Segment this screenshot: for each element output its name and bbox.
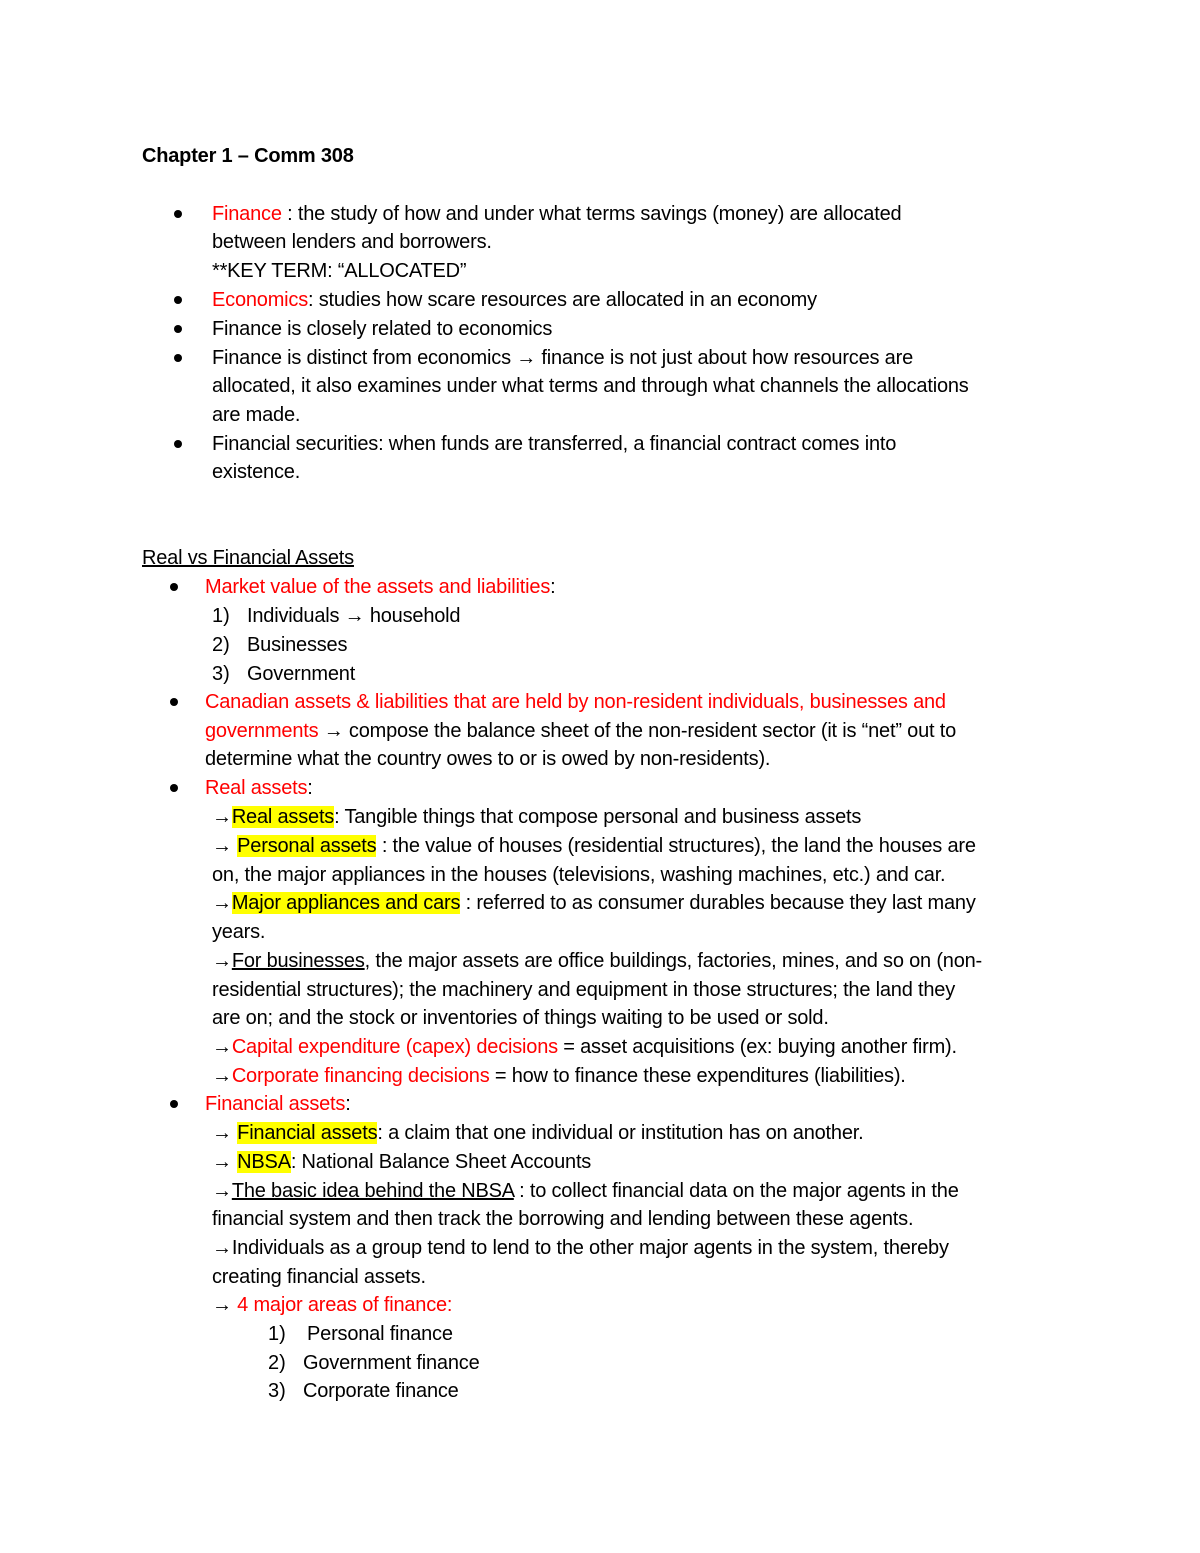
def-text: Individuals as a group tend to lend to the other major agents in the system, thereby (231, 1237, 949, 1259)
bullet-icon (170, 784, 178, 792)
list-number: 2) (268, 1352, 286, 1374)
term-market-value: Market value of the assets and liabilities (205, 576, 551, 598)
finance-def-text: : the study of how and under what terms savings (money) are allocated (281, 203, 902, 225)
businesses-def (212, 947, 982, 976)
finance-def-cont: between lenders and borrowers. (212, 231, 492, 253)
list-item-text: household (364, 605, 461, 627)
businesses-cont2: are on; and the stock or inventories of things waiting to be used or sold. (212, 1007, 829, 1029)
market-value-item (205, 573, 555, 602)
list-number: 1) (268, 1323, 286, 1345)
term-finance: Finance (212, 203, 282, 225)
arrow-icon: → (212, 1065, 232, 1087)
major-areas-heading (212, 1291, 452, 1320)
def-text: : a claim that one individual or institution has on another. (377, 1122, 864, 1144)
arrow-icon: → (212, 892, 232, 914)
term-governments: governments (205, 720, 319, 742)
list-number: 2) (212, 634, 230, 656)
def-text: : National Balance Sheet Accounts (290, 1151, 592, 1173)
nbsa-idea (212, 1177, 959, 1206)
arrow-icon: → (212, 950, 232, 972)
list-item: Businesses (247, 634, 348, 656)
individuals-lend-cont: creating financial assets. (212, 1266, 426, 1288)
list-item: Government finance (303, 1352, 480, 1374)
highlight-financial-assets: Financial assets (237, 1122, 378, 1144)
highlight-nbsa: NBSA (237, 1151, 291, 1173)
list-item: Personal finance (307, 1323, 453, 1345)
arrow-icon: → (344, 605, 365, 627)
real-assets-def (212, 803, 861, 832)
underline-businesses: For businesses (231, 950, 365, 972)
canadian-rest: → compose the balance sheet of the non-resident sector (it is “net” out to (318, 720, 956, 742)
term-corporate-financing: Corporate financing decisions (231, 1065, 490, 1087)
nbsa-def (212, 1148, 591, 1177)
economics-definition (212, 286, 817, 315)
distinct-note-cont2: are made. (212, 404, 301, 426)
corporate-financing-def (212, 1062, 906, 1091)
appliances-cont: years. (212, 921, 266, 943)
def-text: = how to finance these expenditures (liabilities). (489, 1065, 906, 1087)
bullet-icon (174, 210, 182, 218)
list-number: 3) (268, 1380, 286, 1402)
capex-def (212, 1033, 957, 1062)
term-financial-assets: Financial assets (205, 1093, 346, 1115)
arrow-icon: → (212, 835, 232, 857)
canadian-assets-item: Canadian assets & liabilities that are held by non-resident individuals, businesses and (205, 691, 946, 713)
fin-colon: : (345, 1093, 351, 1115)
arrow-icon: → (212, 806, 232, 828)
highlight-real-assets: Real assets (231, 806, 335, 828)
personal-assets-cont: on, the major appliances in the houses (televisions, washing machines, etc.) and car. (212, 864, 946, 886)
canadian-assets-cont2: determine what the country owes to or is owed by non-residents). (205, 748, 771, 770)
nbsa-idea-cont: financial system and then track the borrowing and lending between these agents. (212, 1208, 914, 1230)
economics-def-text: : studies how scare resources are allocated in an economy (308, 289, 817, 311)
list-item: Corporate finance (303, 1380, 459, 1402)
list-number: 1) (212, 605, 230, 627)
related-note: Finance is closely related to economics (212, 318, 553, 340)
page-title: Chapter 1 – Comm 308 (142, 145, 354, 167)
highlight-appliances: Major appliances and cars (231, 892, 461, 914)
def-text: = asset acquisitions (ex: buying another firm). (557, 1036, 957, 1058)
term-economics: Economics (212, 289, 309, 311)
market-colon: : (550, 576, 556, 598)
underline-nbsa-idea: The basic idea behind the NBSA (231, 1180, 514, 1202)
list-item (247, 602, 460, 631)
bullet-icon (174, 354, 182, 362)
distinct-note: Finance is distinct from economics → finance is not just about how resources are (212, 347, 913, 369)
arrow-icon: → (212, 1036, 232, 1058)
bullet-icon (174, 440, 182, 448)
financial-assets-item (205, 1090, 351, 1119)
term-major-areas: 4 major areas of finance: (237, 1294, 453, 1316)
distinct-note-cont1: allocated, it also examines under what terms and through what channels the allocations (212, 375, 969, 397)
personal-assets-def (212, 832, 976, 861)
finance-definition (212, 200, 901, 229)
def-text: : Tangible things that compose personal and business assets (334, 806, 862, 828)
securities-note: Financial securities: when funds are transferred, a financial contract comes into (212, 433, 897, 455)
term-real-assets: Real assets (205, 777, 308, 799)
individuals-lend (212, 1234, 949, 1263)
bullet-icon (170, 1100, 178, 1108)
def-text: : the value of houses (residential structures), the land the houses are (376, 835, 976, 857)
bullet-icon (170, 583, 178, 591)
section-heading: Real vs Financial Assets (142, 547, 354, 569)
arrow-icon: → (212, 1151, 232, 1173)
bullet-icon (174, 325, 182, 333)
arrow-icon: → (212, 1294, 232, 1316)
highlight-personal-assets: Personal assets (237, 835, 377, 857)
canadian-assets-cont (205, 717, 956, 746)
arrow-icon: → (212, 1237, 232, 1259)
bullet-icon (174, 296, 182, 304)
businesses-cont1: residential structures); the machinery and equipment in those structures; the land they (212, 979, 956, 1001)
def-text: , the major assets are office buildings, factories, mines, and so on (non- (364, 950, 983, 972)
def-text: : to collect financial data on the major agents in the (513, 1180, 959, 1202)
appliances-def (212, 889, 976, 918)
list-number: 3) (212, 663, 230, 685)
financial-assets-def (212, 1119, 863, 1148)
securities-note-cont: existence. (212, 461, 301, 483)
arrow-icon: → (212, 1180, 232, 1202)
bullet-icon (170, 698, 178, 706)
key-term-note: **KEY TERM: “ALLOCATED” (212, 260, 467, 282)
list-item-text: Individuals (247, 605, 345, 627)
list-item: Government (247, 663, 356, 685)
arrow-icon: → (212, 1122, 232, 1144)
term-capex: Capital expenditure (capex) decisions (231, 1036, 558, 1058)
real-assets-item (205, 774, 313, 803)
real-colon: : (307, 777, 313, 799)
def-text: : referred to as consumer durables because they last many (460, 892, 976, 914)
